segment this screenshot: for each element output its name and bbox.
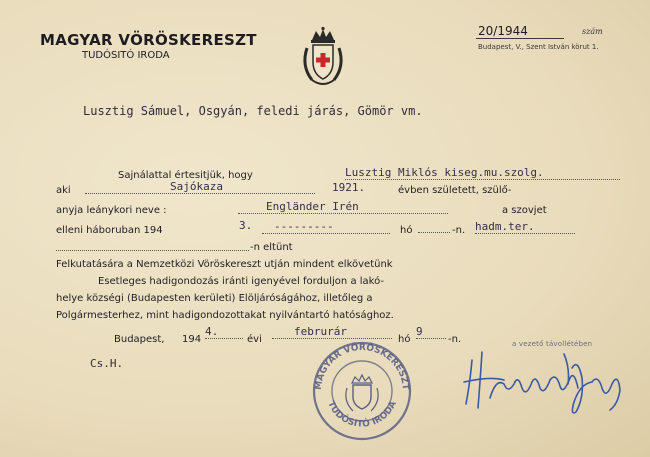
date-year-digit: 4.: [205, 325, 243, 339]
reference-underline: [476, 38, 564, 39]
initials: Cs.H.: [90, 357, 124, 370]
date-day: 9: [416, 325, 446, 339]
red-cross-emblem-icon: [298, 26, 348, 88]
svg-text:MAGYAR VÖRÖSKERESZT: [314, 342, 410, 391]
date-city: Budapest,: [114, 334, 165, 345]
paragraph-line-2: helye községi (Budapesten kerületi) Elöljáróságához, illetőleg a: [56, 293, 373, 304]
reference-label: szám: [582, 27, 603, 36]
signature-note: a vezető távollétében: [512, 340, 593, 348]
month-label: hó: [400, 225, 413, 236]
recipient-line: Lusztig Sámuel, Osgyán, feledi járás, Gömör vm.: [83, 104, 423, 118]
date-day-label: hó: [398, 334, 411, 345]
aki-label: aki: [56, 185, 71, 196]
organization-office: TUDÓSITÓ IRODA: [82, 50, 170, 61]
svg-text:TUDÓSITÓ IRODA: [325, 400, 399, 430]
stamp-bottom-text: TUDÓSITÓ IRODA: [325, 399, 399, 430]
intro-text: Sajnálattal értesitjük, hogy: [118, 170, 253, 181]
soviet-text: a szovjet: [502, 205, 547, 216]
person-name: Lusztig Miklós kiseg.mu.szolg.: [345, 166, 620, 180]
date-year-label: évi: [247, 334, 262, 345]
organization-name: MAGYAR VÖRÖSKERESZT: [40, 31, 257, 49]
search-line: Felkutatására a Nemzetközi Vöröskereszt utján mindent elkövetünk: [56, 259, 393, 270]
reference-number: 20/1944: [478, 24, 528, 38]
birthplace: Sajókaza: [85, 180, 315, 194]
date-year-prefix: 194: [182, 334, 202, 345]
day-blank: [418, 232, 450, 233]
missing-blank: [56, 250, 249, 251]
missing-text: -n eltünt: [250, 242, 293, 253]
date-month: februrár: [272, 325, 392, 339]
paragraph-line-3: Polgármesterhez, mint hadigondozottakat nyilvántartó hatósághoz.: [56, 310, 394, 321]
office-address: Budapest, V., Szent István körut 1.: [478, 43, 599, 51]
war-year-digit: 3.: [239, 219, 253, 232]
dashes-field: ---------: [262, 220, 390, 234]
born-text: évben született, szülő-: [398, 185, 512, 196]
date-day-suffix: -n.: [448, 334, 462, 345]
handwritten-signature: [460, 338, 625, 418]
mother-name: Engländer Irén: [238, 200, 448, 214]
stamp-top-text: MAGYAR VÖRÖSKERESZT: [313, 342, 411, 391]
paragraph-line-1: Esetleges hadigondozás iránti igenyével forduljon a lakó-: [98, 276, 385, 287]
office-round-stamp: [307, 333, 417, 443]
war-text: elleni háboruban 194: [56, 225, 163, 236]
birth-year: 1921.: [332, 181, 366, 194]
mother-label: anyja leánykori neve :: [56, 205, 167, 216]
day-label: -n.: [452, 225, 466, 236]
place-field: hadm.ter.: [475, 220, 575, 234]
